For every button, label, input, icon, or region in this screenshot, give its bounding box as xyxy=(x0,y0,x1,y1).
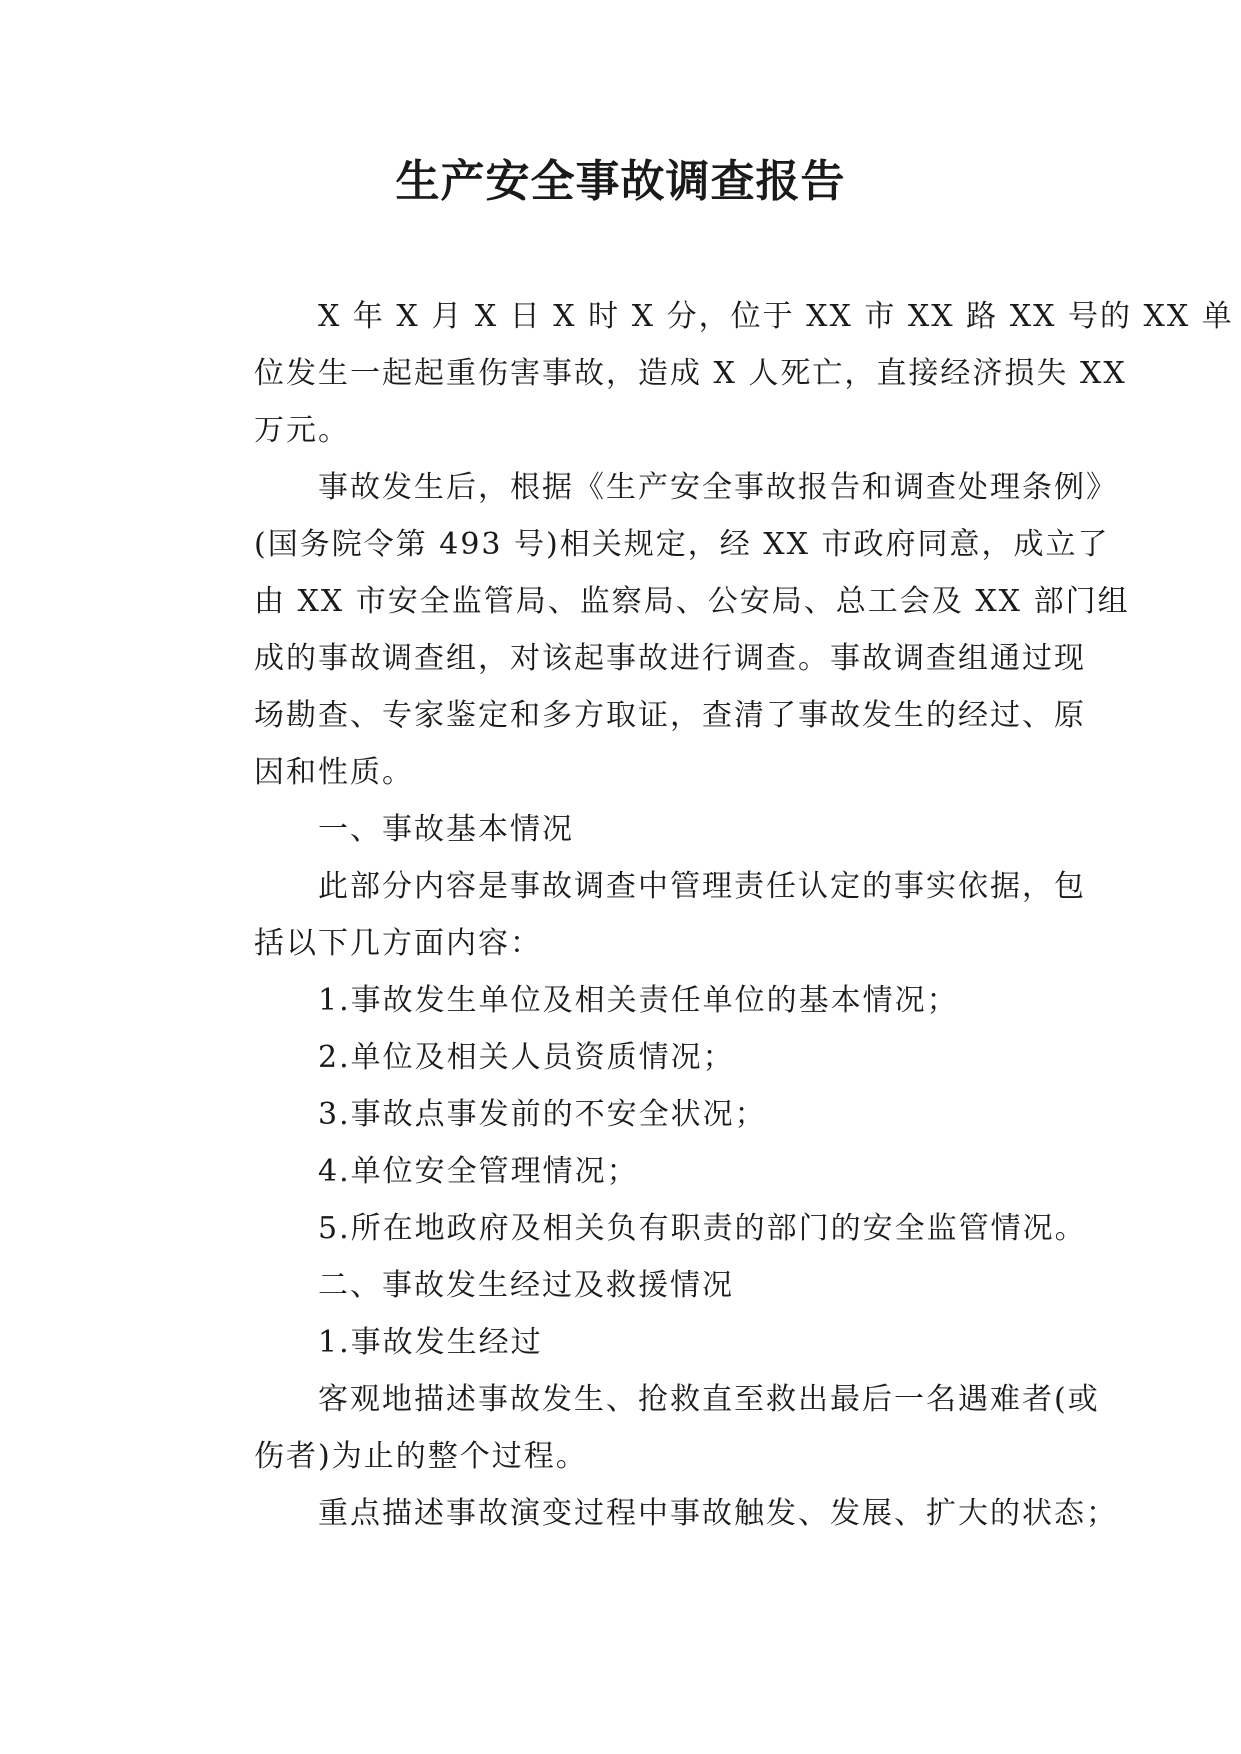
list-item xyxy=(190,1086,1050,1143)
list-item xyxy=(190,972,1050,1029)
text-line: 因和性质。 xyxy=(254,755,414,790)
text-line: 4.单位安全管理情况； xyxy=(318,1154,639,1189)
section-heading-accident-process xyxy=(190,1257,1050,1314)
text-line: 一、事故基本情况 xyxy=(318,812,574,847)
paragraph-process-description xyxy=(190,1371,1100,1485)
list-item xyxy=(190,1143,1050,1200)
section-heading-basic-info xyxy=(190,801,1050,858)
text-line: 客观地描述事故发生、抢救直至救出最后一名遇难者(或 xyxy=(318,1382,1100,1417)
text-line: 伤者)为止的整个过程。 xyxy=(254,1439,588,1474)
text-line: 事故发生后，根据《生产安全事故报告和调查处理条例》 xyxy=(318,470,1118,505)
document-body xyxy=(190,288,1234,1542)
text-line: 万元。 xyxy=(254,413,350,448)
paragraph-investigation-group xyxy=(190,459,1130,801)
text-line: 3.事故点事发前的不安全状况； xyxy=(318,1097,767,1132)
paragraph-process-focus xyxy=(190,1485,1118,1542)
text-line: X 年 X 月 X 日 X 时 X 分，位于 XX 市 XX 路 XX 号的 XX 单 xyxy=(318,299,1234,334)
list-item xyxy=(190,1029,1050,1086)
text-line: 1.事故发生经过 xyxy=(318,1325,543,1360)
text-line: 二、事故发生经过及救援情况 xyxy=(318,1268,734,1303)
text-line: 2.单位及相关人员资质情况； xyxy=(318,1040,735,1075)
text-line: (国务院令第 493 号)相关规定，经 XX 市政府同意，成立了 xyxy=(254,527,1110,562)
text-line: 由 XX 市安全监管局、监察局、公安局、总工会及 XX 部门组 xyxy=(254,584,1130,619)
text-line: 位发生一起起重伤害事故，造成 X 人死亡，直接经济损失 XX xyxy=(254,356,1127,391)
document-title: 生产安全事故调查报告 xyxy=(395,156,846,207)
text-line: 重点描述事故演变过程中事故触发、发展、扩大的状态； xyxy=(318,1496,1118,1531)
text-line: 5.所在地政府及相关负有职责的部门的安全监管情况。 xyxy=(318,1211,1087,1246)
paragraph-accident-summary xyxy=(190,288,1234,459)
list-item xyxy=(190,1200,1087,1257)
text-line: 成的事故调查组，对该起事故进行调查。事故调查组通过现 xyxy=(254,641,1086,676)
subheading-accident-process xyxy=(190,1314,1050,1371)
text-line: 场勘查、专家鉴定和多方取证，查清了事故发生的经过、原 xyxy=(254,698,1086,733)
paragraph-basic-info-description xyxy=(190,858,1086,972)
text-line: 1.事故发生单位及相关责任单位的基本情况； xyxy=(318,983,959,1018)
text-line: 括以下几方面内容： xyxy=(254,926,542,961)
text-line: 此部分内容是事故调查中管理责任认定的事实依据，包 xyxy=(318,869,1086,904)
